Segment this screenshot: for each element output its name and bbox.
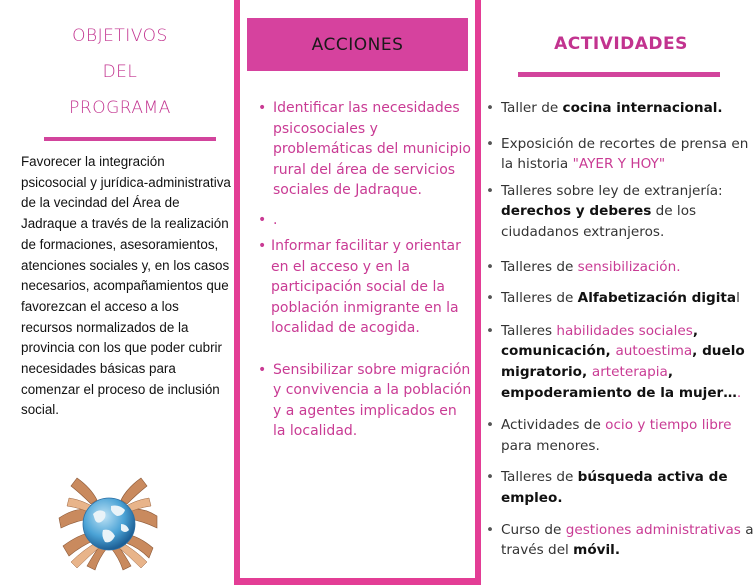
list-item [486,257,754,278]
bullet-icon: • [486,100,495,116]
bullet-icon: • [486,521,495,538]
item-end: de los ciudadanos extranjeros. [501,203,697,240]
bullet-icon: • [486,417,495,434]
item-text: Talleres de [501,258,578,275]
acciones-list [255,98,473,442]
bullet-icon: • [258,238,267,254]
item-end: . [717,100,723,116]
list-item [486,98,754,119]
list-item [486,134,754,175]
item-sep: , [692,343,703,360]
item-text: Taller de [501,100,563,116]
bullet-icon: • [258,361,267,378]
actividades-divider [518,72,720,77]
item-sep: , [667,363,674,380]
list-item [255,236,473,339]
item-highlight: habilidades sociales [556,322,693,339]
item-bold: duelo migratorio [501,343,745,380]
bullet-icon: • [258,211,267,228]
acciones-header [247,18,468,71]
item-bold: derechos y deberes [501,203,652,220]
item-bold: empoderamiento de la mujer… [501,384,737,401]
list-item [255,210,473,231]
item-bold: búsqueda activa de empleo [501,469,728,506]
item-highlight: ocio y tiempo libre [605,417,732,434]
list-item [486,520,754,561]
list-item [486,181,754,243]
actividades-title: ACTIVIDADES [554,34,688,54]
item-sep: , [581,363,592,380]
acciones-title: ACCIONES [311,34,404,55]
objetivos-title [45,18,195,126]
list-item [255,98,473,201]
globe-with-hands-icon [57,458,161,574]
item-end: l [736,290,740,307]
item-highlight: gestiones administrativas [565,521,741,538]
bullet-icon: • [486,469,495,486]
bullet-icon: • [258,100,267,116]
item-bold: cocina internacional [562,100,718,116]
item-bold: Alfabetización digita [577,290,737,307]
acciones-item-text: Sensibilizar sobre migración y convivencia a la población y a agentes implicados en la localidad. [273,361,472,439]
list-item [255,360,473,442]
objetivos-description: Favorecer la integración psicosocial y jurídica-administrativa de la vecindad del Área de Jadraque a través de la realización de formaciones, asesoramientos, atenciones sociales y, en los casos necesarios, acompañamientos que favorezcan el acceso a los recursos normalizados de la provincia con los que poder cubrir necesidades básicas para comenzar el proceso de inclusión social. [21,154,231,418]
item-text: Talleres de [501,469,578,486]
item-highlight: autoestima [615,343,693,360]
actividades-list [486,98,754,561]
objetivos-divider [44,137,216,141]
item-text: Exposición de recortes de prensa en la historia [501,135,749,173]
item-text: Talleres de [501,290,578,307]
item-text: Curso de [501,521,566,538]
objetivos-column [0,0,234,585]
acciones-column [234,0,481,585]
item-highlight: sensibilización [577,258,677,275]
list-item [486,467,754,508]
objetivos-title-line2: DEL [102,62,138,82]
objetivos-title-line1: OBJETIVOS [72,26,168,46]
list-item [486,321,754,403]
acciones-item-text: Identificar las necesidades psicosociales y problemáticas del municipio rural del área de servicios sociales de Jadraque. [273,100,471,198]
item-end: para menores. [501,437,600,454]
item-text: Talleres [501,322,557,339]
item-sep: , [605,343,616,360]
list-item [486,415,754,456]
acciones-panel [240,0,475,578]
item-end: . [557,489,563,506]
item-text: Talleres sobre ley de extranjería: [501,182,723,199]
objetivos-title-line3: PROGRAMA [69,98,171,118]
bullet-icon: • [486,258,495,275]
item-bold: móvil [573,542,615,559]
acciones-item-text: Informar facilitar y orientar en el acceso y en la participación social de la población inmigrante en la localidad de acogida. [271,238,461,336]
actividades-column [481,0,756,585]
list-item [486,288,754,309]
bullet-icon: • [486,322,495,339]
item-end: . [676,258,681,275]
item-text: a través del [501,521,754,559]
item-end: . [614,542,621,559]
item-bold: comunicación [501,343,606,360]
item-sep: , [692,322,698,339]
acciones-item-text: . [273,211,278,228]
item-highlight: "AYER Y HOY" [572,156,666,173]
bullet-icon: • [486,135,495,152]
item-end: . [736,384,742,401]
bullet-icon: • [486,290,495,307]
item-text: Actividades de [501,417,606,434]
bullet-icon: • [486,182,495,199]
item-highlight: arteterapia [591,363,668,380]
